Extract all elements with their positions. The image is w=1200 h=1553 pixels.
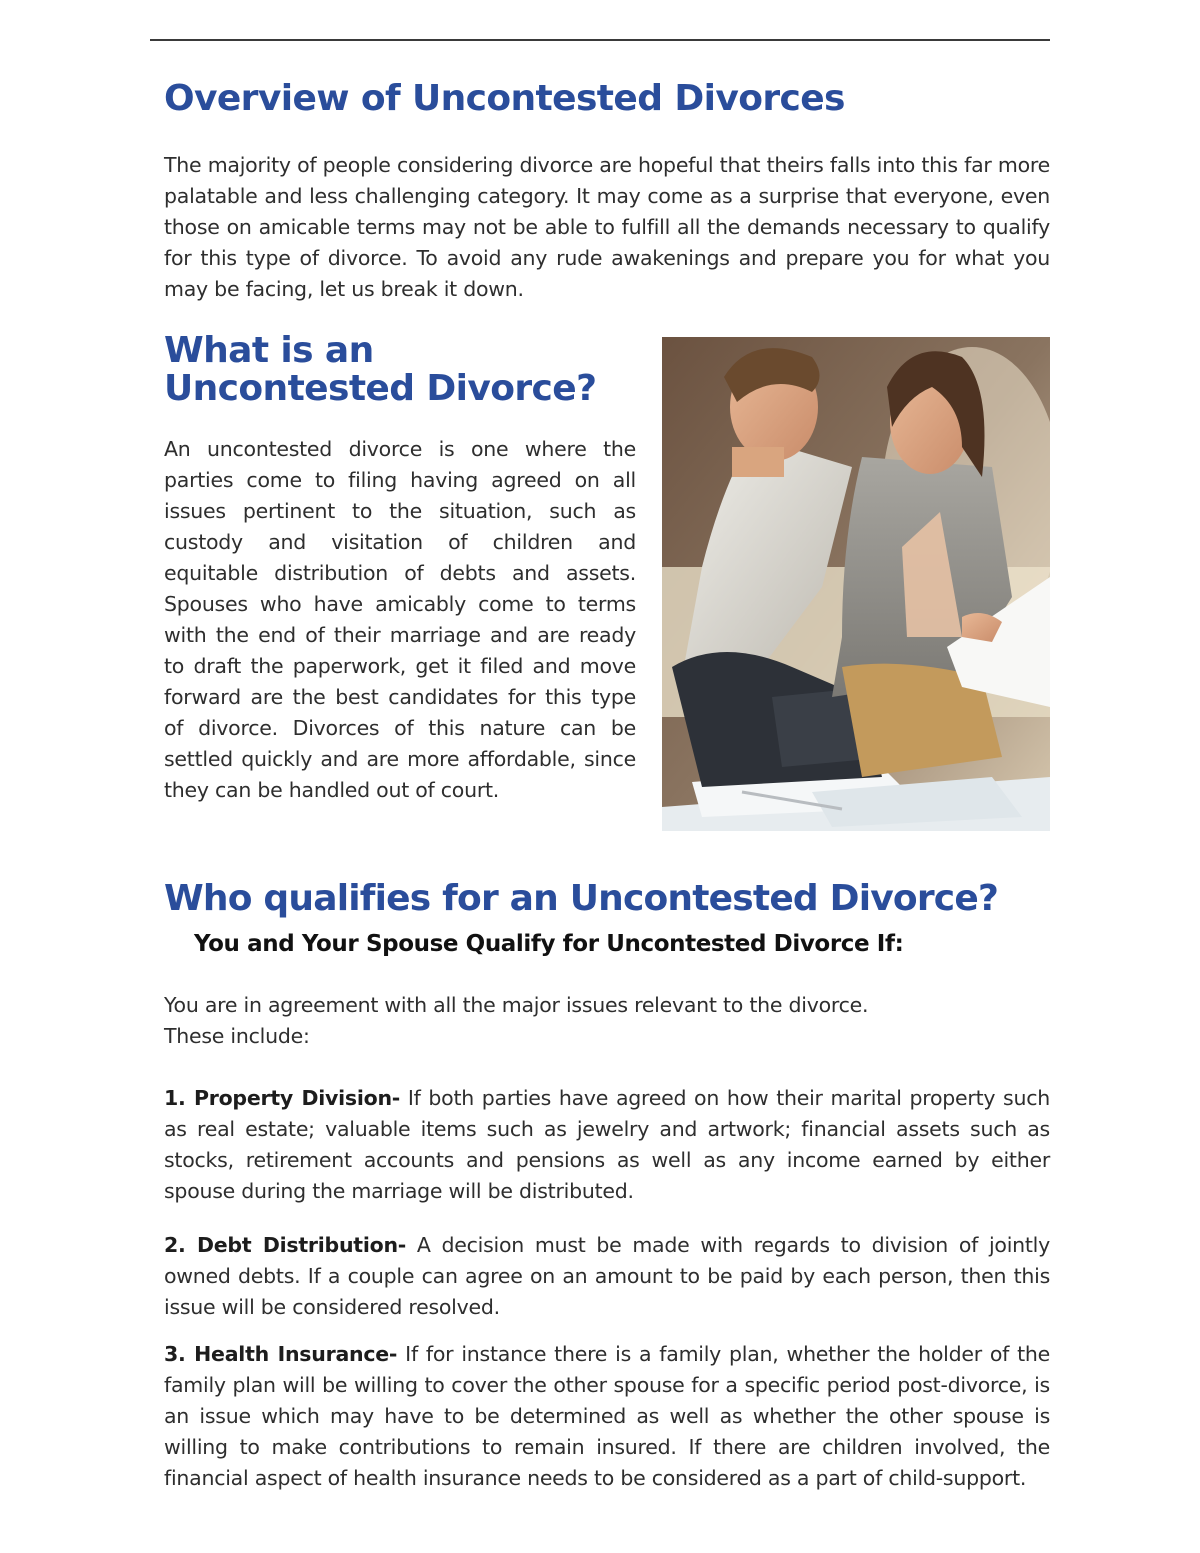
- who-qualifies-heading: Who qualifies for an Uncontested Divorce?: [164, 878, 999, 919]
- what-is-heading-line1: What is an: [164, 330, 374, 371]
- what-is-heading-line2: Uncontested Divorce?: [164, 368, 597, 409]
- list-item-label: 1. Property Division-: [164, 1086, 401, 1110]
- overview-paragraph: The majority of people considering divorce are hopeful that theirs falls into this far more palatable and less challenging category. It may come as a surprise that everyone, even those on amicable terms may not be able to fulfill all the demands necessary to qualify for this type of divorce. To avoid any rude awakenings and prepare you for what you may be facing, let us break it down.: [164, 153, 1050, 301]
- list-item-health-insurance: [164, 1339, 1050, 1494]
- list-item-text: If for instance there is a family plan, whether the holder of the family plan will be willing to cover the other spouse for a specific period post-divorce, is an issue which may have to be determined as well as whether the other spouse is willing to make contributions to remain insured. If there are children involved, the financial aspect of health insurance needs to be considered as a part of child-support.: [164, 1342, 1050, 1490]
- what-is-paragraph: An uncontested divorce is one where the parties come to filing having agreed on all issues pertinent to the situation, such as custody and visitation of children and equitable distribution of debts and assets. Spouses who have amicably come to terms with the end of their marriage and are ready to draft the paperwork, get it filed and move forward are the best candidates for this type of divorce. Divorces of this nature can be settled quickly and are more affordable, since they can be handled out of court.: [164, 437, 636, 802]
- agreement-intro: [164, 990, 1050, 1052]
- list-item-text: A decision must be made with regards to division of jointly owned debts. If a couple can agree on an amount to be paid by each person, then this issue will be considered resolved.: [164, 1233, 1050, 1319]
- agreement-intro-line2: These include:: [164, 1024, 310, 1048]
- list-item-label: 2. Debt Distribution-: [164, 1233, 407, 1257]
- what-is-heading: [164, 332, 644, 408]
- list-item-debt-distribution: [164, 1230, 1050, 1323]
- qualify-subheading: You and Your Spouse Qualify for Uncontested Divorce If:: [194, 931, 904, 957]
- list-item-text: If both parties have agreed on how their marital property such as real estate; valuable items such as jewelry and artwork; financial assets such as stocks, retirement accounts and pensions as well as any income earned by either spouse during the marriage will be distributed.: [164, 1086, 1050, 1203]
- top-divider: [150, 39, 1050, 41]
- list-item-property-division: [164, 1083, 1050, 1207]
- list-item-label: 3. Health Insurance-: [164, 1342, 398, 1366]
- overview-heading: Overview of Uncontested Divorces: [164, 78, 845, 119]
- agreement-intro-line1: You are in agreement with all the major issues relevant to the divorce.: [164, 993, 869, 1017]
- couple-photo: [662, 337, 1050, 831]
